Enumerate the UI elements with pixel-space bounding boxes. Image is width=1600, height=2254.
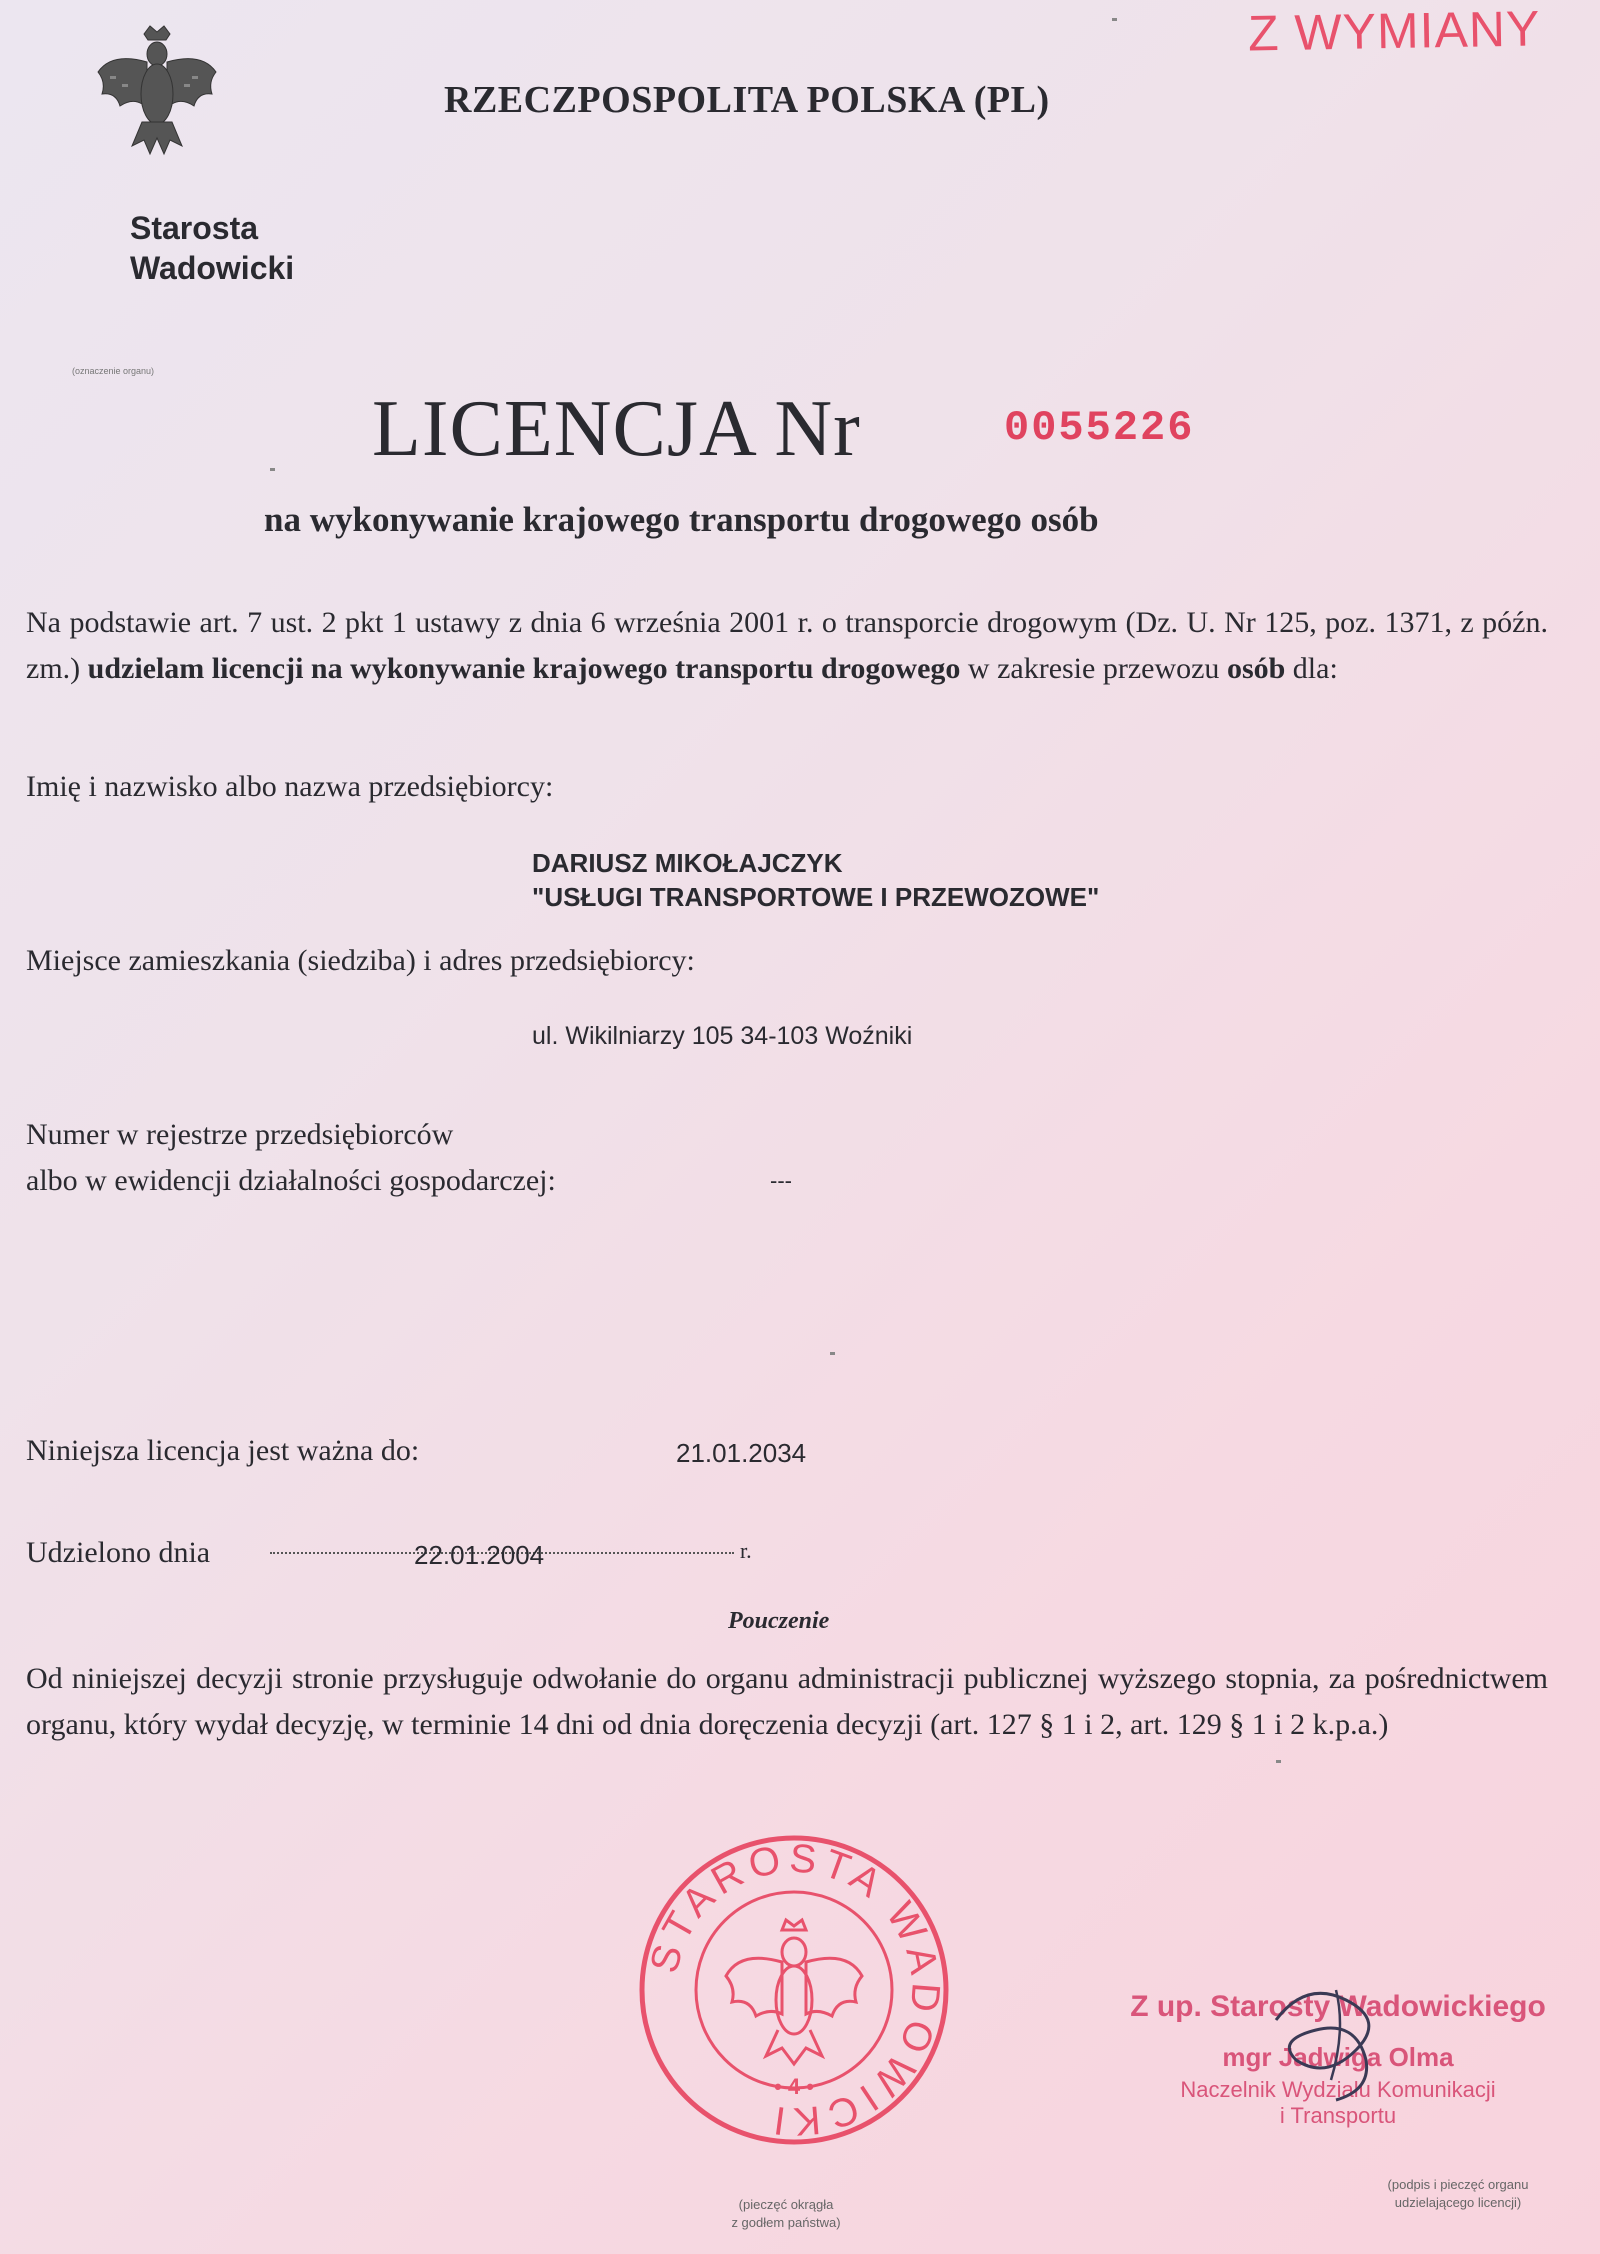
- legal-basis-text-a: Na podstawie art. 7 ust. 2 pkt 1 ustawy z dnia 6 września 2001 r. o transporcie drogowym (Dz. U. Nr 125, poz. 1371, z późn. zm.): [26, 606, 1548, 685]
- register-label-line-2: albo w ewidencji działalności gospodarczej:: [26, 1164, 556, 1197]
- seal-eagle-icon: [726, 1920, 862, 2064]
- legal-basis-paragraph: [26, 600, 1548, 692]
- seal-caption-line-1: (pieczęć okrągła: [738, 2197, 834, 2212]
- seal-caption-line-2: z godłem państwa): [731, 2215, 841, 2230]
- authority-line-1: Starosta: [130, 210, 259, 246]
- scan-speck: [830, 1352, 835, 1355]
- issued-date: 22.01.2004: [414, 1540, 545, 1570]
- signature-line-4: i Transportu: [1279, 2103, 1397, 2128]
- scan-speck: [270, 468, 275, 471]
- issued-suffix: r.: [740, 1538, 752, 1563]
- notice-text: Od niniejszej decyzji stronie przysługuje odwołanie do organu administracji publicznej wyższego stopnia, za pośrednictwem organu, który wydał decyzję, w terminie 14 dni od dnia doręczenia decyzji (art. 127 § 1 i 2, art. 129 § 1 i 2 k.p.a.): [26, 1662, 1548, 1741]
- country-heading: RZECZPOSPOLITA POLSKA (PL): [444, 79, 1050, 121]
- license-title: LICENCJA Nr: [372, 385, 861, 473]
- signature-line-1: Z up. Starosty Wadowickiego: [1130, 1990, 1546, 2023]
- company-line-2: "USŁUGI TRANSPORTOWE I PRZEWOZOWE": [532, 882, 1100, 912]
- legal-basis-text-c: w zakresie przewozu: [960, 652, 1227, 685]
- legal-basis-text-e: dla:: [1285, 652, 1338, 685]
- license-number: 0055226: [1004, 404, 1195, 452]
- issued-label: Udzielono dnia: [26, 1536, 211, 1569]
- official-round-seal: [636, 1832, 952, 2148]
- scan-speck: [1276, 1760, 1281, 1763]
- valid-until-date: 21.01.2034: [676, 1438, 807, 1468]
- license-subtitle: na wykonywanie krajowego transportu drogowego osób: [264, 500, 1099, 539]
- seal-caption: [716, 2196, 856, 2232]
- register-label: [26, 1112, 556, 1204]
- exchange-stamp: Z WYMIANY: [1247, 0, 1541, 62]
- polish-eagle-emblem-icon: [92, 22, 222, 162]
- scan-speck: [1112, 18, 1117, 21]
- signature-caption: [1358, 2176, 1558, 2212]
- address-value: ul. Wikilniarzy 105 34-103 Woźniki: [532, 1022, 913, 1050]
- entrepreneur-name: [532, 846, 1099, 914]
- register-label-line-1: Numer w rejestrze przedsiębiorców: [26, 1118, 454, 1151]
- notice-title: Pouczenie: [728, 1608, 830, 1634]
- address-label: Miejsce zamieszkania (siedziba) i adres przedsiębiorcy:: [26, 944, 695, 977]
- signature-line-2: mgr Jadwiga Olma: [1222, 2042, 1454, 2072]
- signature-caption-line-1: (podpis i pieczęć organu: [1387, 2177, 1529, 2192]
- handwritten-signature: [1236, 1960, 1436, 2110]
- company-line-1: DARIUSZ MIKOŁAJCZYK: [532, 848, 843, 878]
- seal-center-number: • 4 •: [774, 2074, 814, 2099]
- signature-line-3: Naczelnik Wydziału Komunikacji: [1180, 2077, 1496, 2102]
- legal-basis-text-d: osób: [1226, 652, 1286, 685]
- seal-ring-text: STAROSTA WADOWICKI: [642, 1836, 948, 2144]
- authority-caption: (oznaczenie organu): [72, 366, 155, 376]
- register-value: ---: [770, 1168, 792, 1193]
- authority-line-2: Wadowicki: [130, 250, 295, 286]
- issuing-authority: [130, 208, 294, 288]
- entrepreneur-name-label: Imię i nazwisko albo nazwa przedsiębiorcy:: [26, 770, 554, 803]
- signature-caption-line-2: udzielającego licencji): [1394, 2195, 1522, 2210]
- valid-until-label: Niniejsza licencja jest ważna do:: [26, 1434, 420, 1467]
- legal-basis-text-b: udzielam licencji na wykonywanie krajowego transportu drogowego: [87, 652, 961, 685]
